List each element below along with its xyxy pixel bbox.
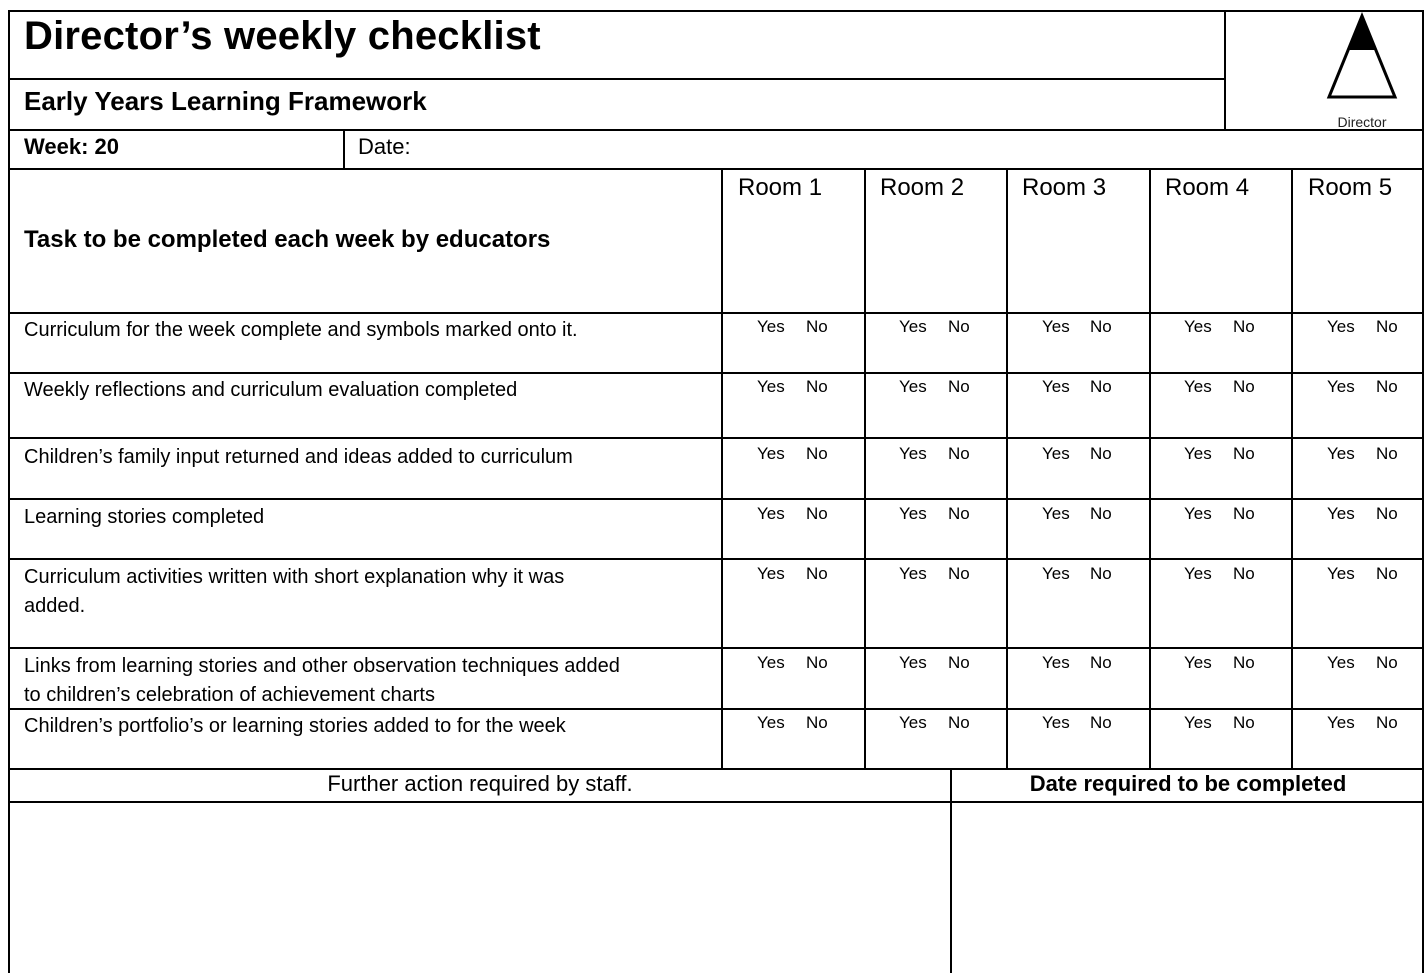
yes-option[interactable]: Yes — [757, 564, 785, 583]
task-label — [24, 443, 714, 472]
task-label-line: Learning stories completed — [24, 506, 265, 528]
no-option[interactable]: No — [948, 317, 970, 336]
no-option[interactable]: No — [1376, 504, 1398, 523]
no-option[interactable]: No — [1376, 377, 1398, 396]
task-label — [24, 652, 714, 710]
divider — [864, 168, 866, 769]
task-label-line: Curriculum activities written with short explanation why it was — [24, 566, 565, 588]
room-header-3: Room 3 — [1022, 174, 1107, 201]
task-label-line: Curriculum for the week complete and symbols marked onto it. — [24, 319, 578, 341]
divider — [1291, 168, 1293, 769]
no-option[interactable]: No — [806, 444, 828, 463]
no-option[interactable]: No — [1376, 444, 1398, 463]
room-header-1: Room 1 — [738, 174, 823, 201]
no-option[interactable]: No — [948, 504, 970, 523]
yes-option[interactable]: Yes — [899, 377, 927, 396]
task-label — [24, 316, 714, 345]
no-option[interactable]: No — [806, 504, 828, 523]
no-option[interactable]: No — [1090, 317, 1112, 336]
no-option[interactable]: No — [948, 444, 970, 463]
date-required-area[interactable] — [952, 803, 1422, 973]
no-option[interactable]: No — [1376, 713, 1398, 732]
no-option[interactable]: No — [1090, 713, 1112, 732]
yes-option[interactable]: Yes — [899, 504, 927, 523]
no-option[interactable]: No — [948, 377, 970, 396]
divider — [721, 168, 723, 769]
divider — [1224, 10, 1226, 130]
no-option[interactable]: No — [1376, 564, 1398, 583]
date-label: Date: — [358, 134, 411, 159]
no-option[interactable]: No — [1376, 317, 1398, 336]
yes-option[interactable]: Yes — [757, 377, 785, 396]
divider — [8, 498, 1424, 500]
divider — [8, 768, 1424, 770]
yes-option[interactable]: Yes — [1184, 564, 1212, 583]
yes-option[interactable]: Yes — [1327, 444, 1355, 463]
yes-option[interactable]: Yes — [757, 713, 785, 732]
no-option[interactable]: No — [1090, 444, 1112, 463]
divider — [343, 129, 345, 169]
yes-option[interactable]: Yes — [899, 653, 927, 672]
date-required-header: Date required to be completed — [1029, 771, 1347, 796]
no-option[interactable]: No — [1090, 564, 1112, 583]
task-column-header: Task to be completed each week by educators — [24, 226, 551, 253]
yes-option[interactable]: Yes — [1327, 713, 1355, 732]
divider — [8, 372, 1424, 374]
divider — [1006, 168, 1008, 769]
yes-option[interactable]: Yes — [1327, 377, 1355, 396]
yes-option[interactable]: Yes — [1184, 444, 1212, 463]
task-label — [24, 376, 714, 405]
room-header-4: Room 4 — [1165, 174, 1250, 201]
yes-option[interactable]: Yes — [1042, 377, 1070, 396]
yes-option[interactable]: Yes — [1042, 317, 1070, 336]
divider — [1149, 168, 1151, 769]
task-label — [24, 563, 714, 621]
yes-option[interactable]: Yes — [1184, 713, 1212, 732]
divider — [8, 647, 1424, 649]
further-action-header: Further action required by staff. — [327, 771, 633, 796]
yes-option[interactable]: Yes — [899, 713, 927, 732]
no-option[interactable]: No — [806, 713, 828, 732]
yes-option[interactable]: Yes — [1042, 444, 1070, 463]
yes-option[interactable]: Yes — [1327, 653, 1355, 672]
yes-option[interactable]: Yes — [1042, 564, 1070, 583]
no-option[interactable]: No — [1090, 653, 1112, 672]
no-option[interactable]: No — [1090, 504, 1112, 523]
task-label-line: added. — [24, 595, 86, 617]
divider — [8, 129, 1424, 131]
yes-option[interactable]: Yes — [1042, 653, 1070, 672]
room-header-2: Room 2 — [880, 174, 965, 201]
yes-option[interactable]: Yes — [1327, 504, 1355, 523]
no-option[interactable]: No — [806, 317, 828, 336]
yes-option[interactable]: Yes — [1327, 564, 1355, 583]
page-title: Director’s weekly checklist — [24, 14, 541, 58]
task-label-line: Children’s portfolio’s or learning stories added to for the week — [24, 715, 566, 737]
no-option[interactable]: No — [1233, 504, 1255, 523]
no-option[interactable]: No — [1376, 653, 1398, 672]
week-label: Week: 20 — [24, 134, 119, 159]
task-label — [24, 712, 714, 741]
yes-option[interactable]: Yes — [1184, 504, 1212, 523]
yes-option[interactable]: Yes — [757, 504, 785, 523]
yes-option[interactable]: Yes — [1327, 317, 1355, 336]
further-action-area[interactable] — [10, 803, 950, 973]
yes-option[interactable]: Yes — [757, 444, 785, 463]
no-option[interactable]: No — [806, 653, 828, 672]
yes-option[interactable]: Yes — [899, 317, 927, 336]
yes-option[interactable]: Yes — [757, 653, 785, 672]
triangle-icon — [1326, 10, 1398, 110]
yes-option[interactable]: Yes — [1184, 317, 1212, 336]
room-header-5: Room 5 — [1308, 174, 1393, 201]
divider — [8, 168, 1424, 170]
no-option[interactable]: No — [1233, 653, 1255, 672]
no-option[interactable]: No — [948, 653, 970, 672]
divider — [8, 312, 1424, 314]
no-option[interactable]: No — [1233, 444, 1255, 463]
task-label-line: Weekly reflections and curriculum evaluation completed — [24, 379, 518, 401]
task-label-line: Links from learning stories and other observation techniques added — [24, 655, 620, 677]
no-option[interactable]: No — [948, 564, 970, 583]
page-subtitle: Early Years Learning Framework — [24, 86, 427, 116]
yes-option[interactable]: Yes — [899, 564, 927, 583]
no-option[interactable]: No — [1233, 713, 1255, 732]
task-label-line: to children’s celebration of achievement charts — [24, 684, 435, 706]
divider — [8, 78, 1224, 80]
yes-option[interactable]: Yes — [1184, 377, 1212, 396]
yes-option[interactable]: Yes — [1042, 713, 1070, 732]
yes-option[interactable]: Yes — [1184, 653, 1212, 672]
no-option[interactable]: No — [806, 564, 828, 583]
yes-option[interactable]: Yes — [757, 317, 785, 336]
task-label — [24, 503, 714, 532]
task-label-line: Children’s family input returned and ideas added to curriculum — [24, 446, 573, 468]
logo-label: Director — [1337, 114, 1387, 130]
no-option[interactable]: No — [948, 713, 970, 732]
yes-option[interactable]: Yes — [1042, 504, 1070, 523]
no-option[interactable]: No — [1233, 564, 1255, 583]
no-option[interactable]: No — [1233, 377, 1255, 396]
no-option[interactable]: No — [1090, 377, 1112, 396]
yes-option[interactable]: Yes — [899, 444, 927, 463]
divider — [8, 437, 1424, 439]
divider — [8, 558, 1424, 560]
no-option[interactable]: No — [1233, 317, 1255, 336]
no-option[interactable]: No — [806, 377, 828, 396]
